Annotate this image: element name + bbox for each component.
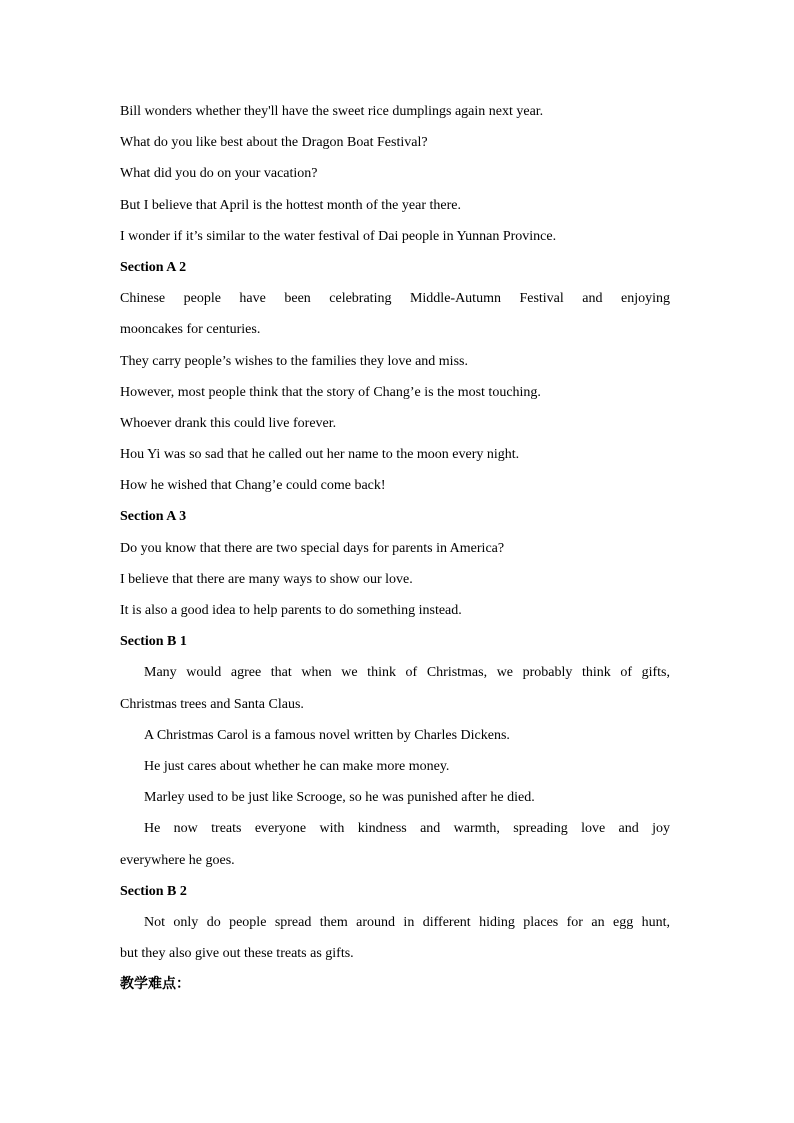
- section-b1-paragraph-5-line-2: everywhere he goes.: [120, 852, 235, 868]
- section-b2-paragraph-1-line-1: Not only do people spread them around in different hiding places for an egg hunt,: [144, 914, 670, 930]
- section-b2-paragraph-1-line-2: but they also give out these treats as gifts.: [120, 946, 354, 962]
- section-a3-sentence-2: I believe that there are many ways to show our love.: [120, 571, 413, 587]
- section-a2-sentence-1: They carry people’s wishes to the families they love and miss.: [120, 353, 468, 369]
- section-b1-paragraph-1-line-1: Many would agree that when we think of Christmas, we probably think of gifts,: [144, 665, 670, 681]
- section-a3-heading: Section A 3: [120, 509, 187, 525]
- section-b1-paragraph-1-line-2: Christmas trees and Santa Claus.: [120, 696, 304, 712]
- section-a2-sentence-3: Whoever drank this could live forever.: [120, 415, 337, 431]
- difficulty-heading: 教学难点：: [120, 977, 190, 993]
- section-a2-sentence-2: However, most people think that the story of Chang’e is the most touching.: [120, 384, 541, 400]
- intro-line-5: I wonder if it’s similar to the water festival of Dai people in Yunnan Province.: [120, 228, 557, 244]
- section-a3-sentence-1: Do you know that there are two special days for parents in America?: [120, 540, 505, 556]
- section-b1-heading: Section B 1: [120, 634, 187, 650]
- section-b2-heading: Section B 2: [120, 883, 187, 899]
- section-b1-paragraph-5-line-1: He now treats everyone with kindness and warmth, spreading love and joy: [144, 821, 670, 837]
- document-page: [120, 96, 670, 1000]
- intro-line-4: But I believe that April is the hottest month of the year there.: [120, 197, 461, 213]
- section-a2-line-2: mooncakes for centuries.: [120, 322, 261, 338]
- section-b1-paragraph-4: Marley used to be just like Scrooge, so he was punished after he died.: [144, 790, 535, 806]
- intro-line-2: What do you like best about the Dragon Boat Festival?: [120, 135, 428, 151]
- section-b1-paragraph-2: A Christmas Carol is a famous novel written by Charles Dickens.: [144, 727, 510, 743]
- section-a2-line-1: Chinese people have been celebrating Middle-Autumn Festival and enjoying: [120, 291, 670, 307]
- section-a2-heading: Section A 2: [120, 259, 187, 275]
- intro-line-1: Bill wonders whether they'll have the sweet rice dumplings again next year.: [120, 104, 544, 119]
- section-a3-sentence-3: It is also a good idea to help parents to do something instead.: [120, 603, 462, 618]
- intro-line-3: What did you do on your vacation?: [120, 166, 318, 182]
- section-a2-sentence-4: Hou Yi was so sad that he called out her name to the moon every night.: [120, 447, 520, 463]
- section-b1-paragraph-3: He just cares about whether he can make more money.: [144, 758, 450, 774]
- section-a2-sentence-5: How he wished that Chang’e could come back!: [120, 478, 386, 494]
